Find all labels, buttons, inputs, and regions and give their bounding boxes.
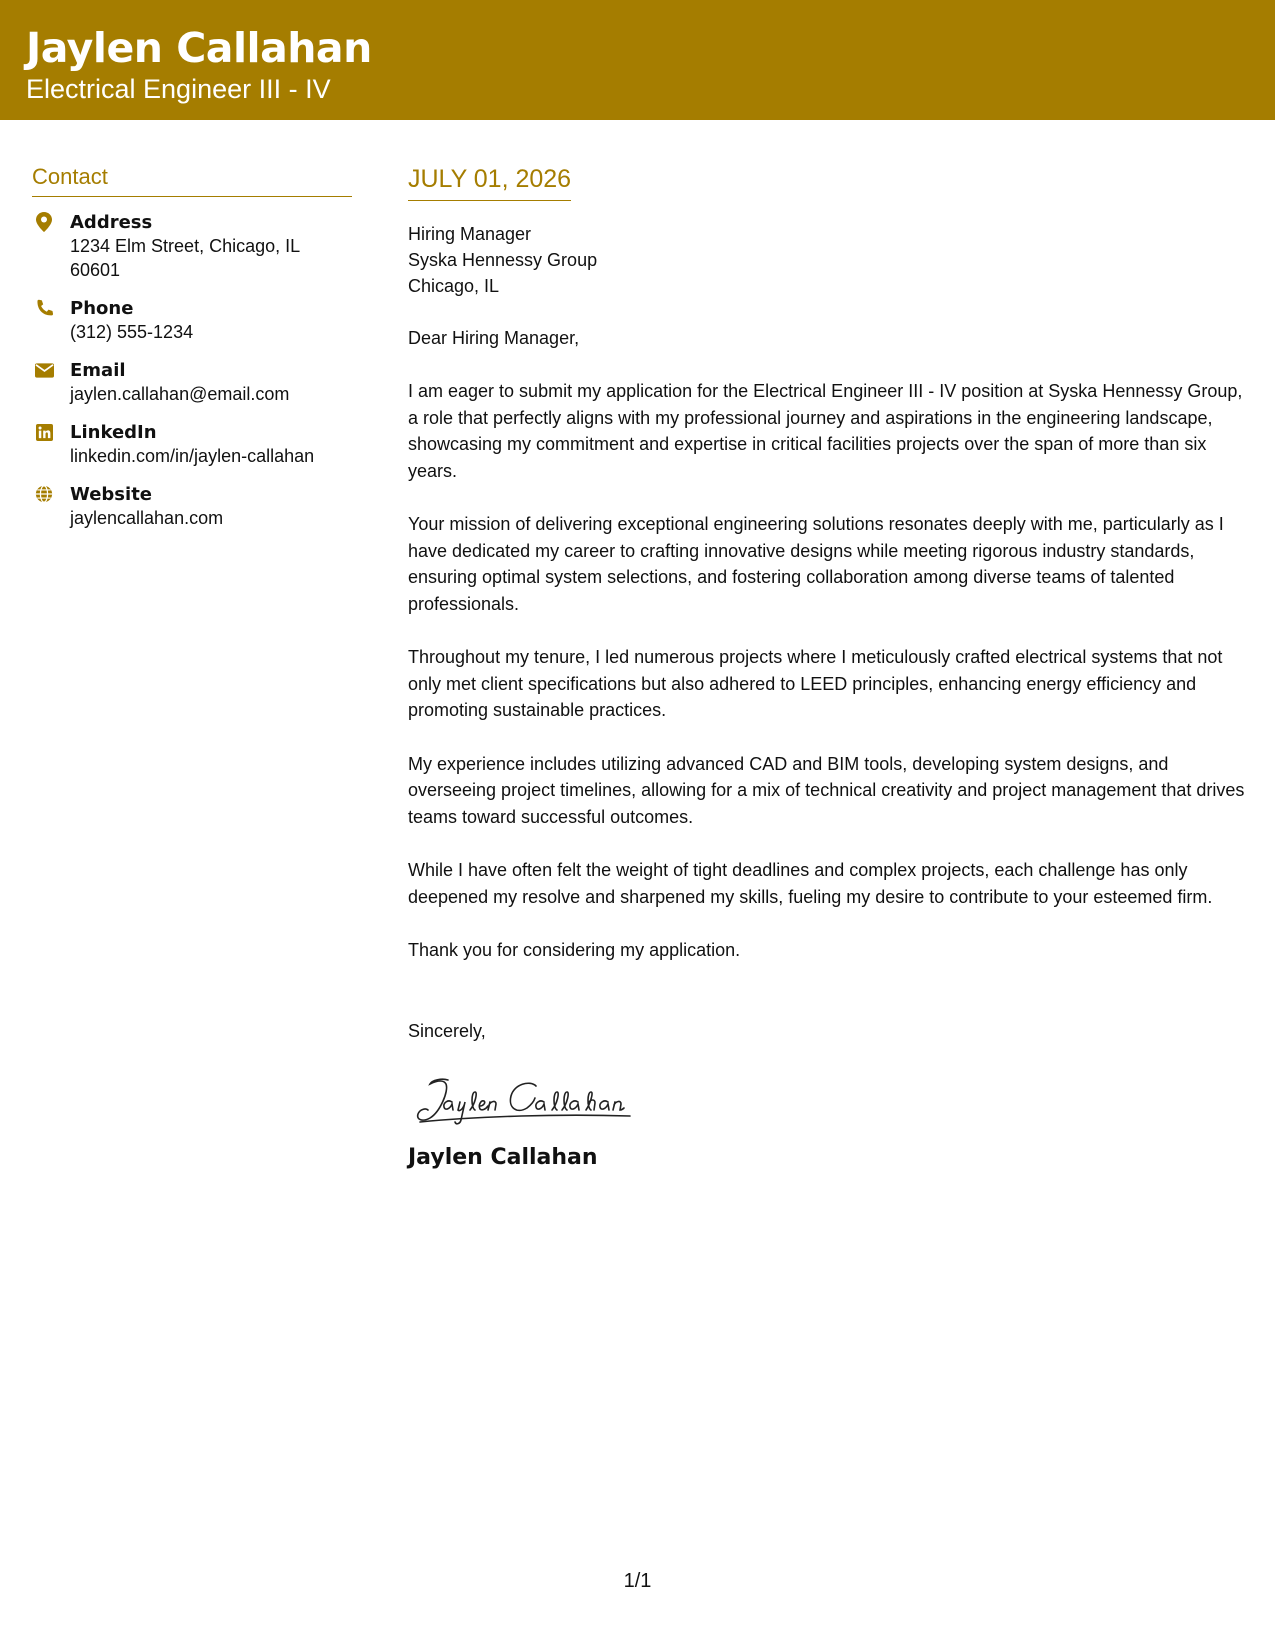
contact-label: Phone: [70, 298, 134, 319]
letter-paragraph: Your mission of delivering exceptional engineering solutions resonates deeply with me, particularly as I have dedicated my career to crafting innovative designs while meeting rigorous industry standards, ensuring optimal system selections, and fostering collaboration among diverse teams of talented professionals.: [408, 514, 1224, 614]
contact-label: Email: [70, 360, 126, 381]
contact-section-title: Contact: [32, 162, 352, 197]
letter-paragraph: My experience includes utilizing advanced CAD and BIM tools, developing system designs, and overseeing project timelines, allowing for a mix of technical creativity and project management that drives teams toward successful outcomes.: [408, 753, 1245, 827]
phone-icon: [34, 298, 54, 318]
letter-paragraph: Thank you for considering my application.: [408, 940, 741, 960]
contact-item-address: [32, 211, 352, 282]
email-value[interactable]: jaylen.callahan@email.com: [70, 384, 290, 404]
recipient-line: Syska Hennessy Group: [408, 250, 598, 270]
envelope-icon: [34, 360, 54, 380]
contact-item-email: [32, 359, 352, 406]
header-band: [0, 0, 1275, 120]
linkedin-value[interactable]: linkedin.com/in/jaylen-callahan: [70, 446, 315, 466]
recipient-line: Hiring Manager: [408, 224, 532, 244]
handwritten-signature: [408, 1072, 1248, 1130]
map-pin-icon: [34, 212, 54, 232]
job-title: Electrical Engineer III - IV: [26, 74, 331, 104]
phone-value: (312) 555-1234: [70, 322, 194, 342]
recipient-line: Chicago, IL: [408, 276, 500, 296]
contact-list: [32, 211, 352, 530]
contact-label: LinkedIn: [70, 422, 157, 443]
contact-label: Website: [70, 484, 153, 505]
contact-item-phone: [32, 297, 352, 344]
letter-paragraph: While I have often felt the weight of tight deadlines and complex projects, each challenge has only deepened my resolve and sharpened my skills, fueling my desire to contribute to your esteemed firm.: [408, 860, 1213, 907]
globe-icon: [34, 484, 54, 504]
contact-label: Address: [70, 212, 153, 233]
salutation: Dear Hiring Manager,: [408, 328, 580, 348]
signed-name: Jaylen Callahan: [408, 1144, 598, 1170]
letter-paragraph: Throughout my tenure, I led numerous projects where I meticulously crafted electrical systems that not only met client specifications but also adhered to LEED principles, enhancing energy efficiency and promoting sustainable practices.: [408, 647, 1223, 720]
contact-item-linkedin: [32, 421, 352, 468]
sidebar: [32, 162, 352, 545]
page-number: 1/1: [623, 1570, 652, 1592]
website-value[interactable]: jaylencallahan.com: [70, 508, 224, 528]
letter-paragraph: I am eager to submit my application for the Electrical Engineer III - IV position at Syska Hennessy Group, a role that perfectly aligns with my professional journey and aspirations in the engineering landscape, showcasing my commitment and expertise in critical facilities projects over the span of more than six years.: [408, 381, 1243, 481]
linkedin-icon: [34, 422, 54, 442]
address-value: 1234 Elm Street, Chicago, IL 60601: [70, 236, 300, 280]
recipient-block: [408, 221, 1248, 299]
contact-item-website: [32, 483, 352, 530]
applicant-name: Jaylen Callahan: [26, 24, 372, 72]
letter-date: JULY 01, 2026: [408, 162, 571, 201]
letter-body: [408, 162, 1248, 1172]
closing: Sincerely,: [408, 1020, 486, 1041]
